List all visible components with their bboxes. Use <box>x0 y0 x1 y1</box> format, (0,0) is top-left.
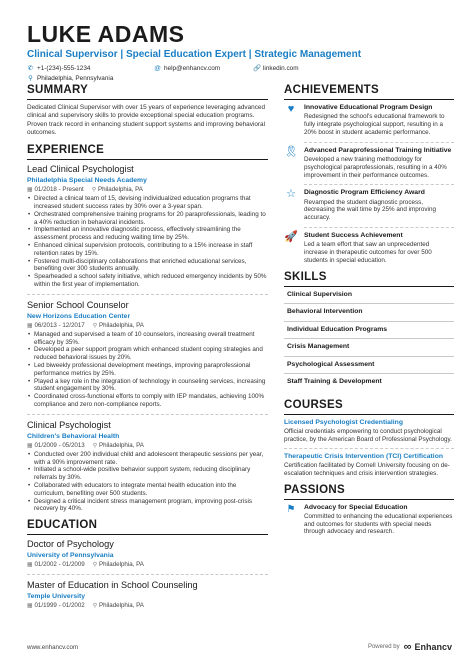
location-pin-icon: ⚲ <box>91 187 96 194</box>
achievement-title: Innovative Educational Program Design <box>304 104 433 111</box>
divider <box>27 294 268 295</box>
education-dates-text: 01/1999 - 01/2002 <box>34 602 85 610</box>
job-bullet: • Designed a critical incident stress management program, improving post-crisis recovery by 40%. <box>27 498 268 514</box>
link-icon: 🔗 <box>253 65 262 72</box>
education-entry <box>27 580 268 610</box>
job-bullet: • Played a key role in the integration of technology in counseling services, increasing student engagement by 30%. <box>27 378 268 394</box>
job-meta <box>27 322 268 330</box>
achievement-item <box>284 232 454 265</box>
email-text[interactable]: help@enhancv.com <box>164 65 221 72</box>
footer-branding <box>368 641 452 653</box>
job-location-text: Philadelphia, PA <box>97 186 143 194</box>
location-text: Philadelphia, Pennsylvania <box>37 75 114 82</box>
left-column <box>27 84 268 615</box>
achievement-title: Student Success Achievement <box>304 232 403 240</box>
job-entry <box>27 164 268 289</box>
achievement-title: Advanced Paraprofessional Training Initiative <box>304 146 452 154</box>
school-name: Temple University <box>27 593 86 601</box>
job-bullets <box>27 451 268 513</box>
divider <box>284 448 454 449</box>
location-pin-icon: ⚲ <box>92 442 97 449</box>
skill-item: Individual Education Programs <box>284 322 454 340</box>
education-dates-text: 01/2002 - 01/2009 <box>34 561 85 569</box>
brand-logo[interactable] <box>404 641 452 653</box>
footer <box>27 641 452 653</box>
skill-item: Crisis Management <box>284 339 454 357</box>
passion-desc: Committed to enhancing the educational experiences and outcomes for students with special needs through advocacy and research. <box>304 512 453 536</box>
job-title: Clinical Psychologist <box>27 419 111 430</box>
job-bullet: • Fostered multi-disciplinary collaborations that enriched educational services, benefiting over 300 students annually. <box>27 258 268 274</box>
skills-heading: SKILLS <box>284 271 454 287</box>
calendar-icon: ▦ <box>27 603 33 610</box>
achievement-item <box>284 147 454 180</box>
achievement-item <box>284 189 454 222</box>
passions-heading: PASSIONS <box>284 484 454 500</box>
skill-item: Clinical Supervision <box>284 287 454 305</box>
job-meta <box>27 186 268 194</box>
job-bullet: • Managed and supervised a team of 10 counselors, increasing overall treatment efficacy by 35%. <box>27 331 268 347</box>
location-pin-icon: ⚲ <box>28 75 33 82</box>
passion-title: Advocacy for Special Education <box>304 503 408 511</box>
linkedin-text[interactable]: linkedin.com <box>263 65 299 72</box>
divider <box>304 184 454 185</box>
job-location <box>93 322 144 330</box>
phone-icon: ✆ <box>27 65 34 72</box>
course-item <box>284 453 454 478</box>
contact-row <box>27 64 452 73</box>
right-column <box>284 84 454 541</box>
contact-email[interactable] <box>154 64 253 73</box>
calendar-icon: ▦ <box>27 442 33 449</box>
course-item <box>284 419 454 444</box>
divider <box>27 414 268 415</box>
job-bullet: • Collaborated with educators to integrate mental health education into the curriculum, benefiting over 500 students. <box>27 482 268 498</box>
summary-heading: SUMMARY <box>27 84 268 100</box>
job-entry <box>27 420 268 513</box>
courses-heading: COURSES <box>284 399 454 415</box>
education-dates <box>27 561 85 569</box>
job-bullet: • Implemented an innovative diagnostic process, effectively streamlining the assessment process and reducing waiting time by 25%. <box>27 226 268 242</box>
rocket-icon: 🚀 <box>284 231 298 244</box>
job-bullet: • Enhanced clinical supervision protocols, contributing to a 15% increase in staff retention rates by 15%. <box>27 242 268 258</box>
degree-title: Doctor of Psychology <box>27 539 114 550</box>
education-dates <box>27 602 85 610</box>
job-dates-text: 01/2009 - 05/2013 <box>34 441 85 449</box>
divider <box>304 142 454 143</box>
calendar-icon: ▦ <box>27 187 33 194</box>
achievement-desc: Redesigned the school's educational framework to fully integrate psychological support, resulting in a 20% boost in student academic performance. <box>304 113 445 136</box>
job-location <box>93 442 144 450</box>
education-location <box>93 602 144 610</box>
skill-item: Staff Training & Development <box>287 378 382 386</box>
heart-icon: ♥ <box>287 103 295 115</box>
company-name: Children's Behavioral Health <box>27 432 120 440</box>
phone-text: +1-(234)-555-1234 <box>37 65 91 72</box>
job-meta <box>27 442 268 450</box>
flag-icon: ⚑ <box>286 503 296 515</box>
job-dates <box>27 322 85 330</box>
course-title: Licensed Psychologist Credentialing <box>284 418 403 426</box>
education-heading: EDUCATION <box>27 519 268 535</box>
education-location <box>93 561 144 569</box>
achievement-desc: Led a team effort that saw an unprecedented increase in therapeutic outcomes for over 500 students in special education. <box>304 241 432 264</box>
email-icon: @ <box>154 65 161 72</box>
location-pin-icon: ⚲ <box>92 322 97 329</box>
course-desc: Official credentials empowering to conduct psychological practice, by the American Board of Professional Psychology. <box>284 428 452 443</box>
skill-item: Behavioral Intervention <box>284 304 454 322</box>
achievement-desc: Developed a new training methodology for psychological paraprofessionals, resulting in a 40% improvement in their performance outcomes. <box>304 155 447 179</box>
star-icon: ☆ <box>286 188 296 201</box>
footer-url[interactable]: www.enhancv.com <box>27 643 79 651</box>
skill-item: Psychological Assessment <box>284 357 454 375</box>
education-meta <box>27 602 268 610</box>
job-bullet: • Conducted over 200 individual child and adolescent therapeutic sessions per year, with a 90% improvement rate. <box>27 451 268 467</box>
education-location-text: Philadelphia, PA <box>98 602 144 610</box>
location-pin-icon: ⚲ <box>92 562 97 569</box>
job-bullet: • Directed a clinical team of 15, devising individualized education programs that increased student success rates by 30% over a 3-year span. <box>27 195 268 211</box>
achievement-desc: Revamped the student diagnostic process, decreasing the wait time by 25% and improving accuracy. <box>304 198 436 222</box>
passion-item <box>284 504 454 537</box>
candidate-name: LUKE ADAMS <box>27 21 185 47</box>
job-bullet: • Spearheaded a school safety initiative, which reduced emergency incidents by 50% within the first year of implementation. <box>27 273 268 289</box>
job-bullet: • Orchestrated comprehensive training programs for 20 paraprofessionals, leading to a 40% reduction in behavioral incidents. <box>27 211 268 227</box>
divider <box>27 574 268 575</box>
course-title: Therapeutic Crisis Intervention (TCI) Certification <box>284 452 443 460</box>
summary-text: Dedicated Clinical Supervisor with over 15 years of experience leveraging advanced clinical and supervisory skills to provide exceptional special education programs. Proven track record in enhancing student support systems and improving behavioral outcomes. <box>27 104 266 136</box>
contact-linkedin[interactable] <box>253 64 299 73</box>
resume-header <box>27 22 452 83</box>
contact-location <box>27 74 452 83</box>
calendar-icon: ▦ <box>27 322 33 329</box>
job-entry <box>27 300 268 409</box>
education-entry <box>27 539 268 569</box>
job-dates-text: 01/2018 - Present <box>34 186 84 194</box>
company-name: New Horizons Education Center <box>27 312 131 320</box>
achievements-heading: ACHIEVEMENTS <box>284 84 454 100</box>
ribbon-icon: 🎗 <box>284 145 298 158</box>
job-bullets <box>27 195 268 289</box>
contact-phone <box>27 64 154 73</box>
experience-heading: EXPERIENCE <box>27 144 268 160</box>
degree-title: Master of Education in School Counseling <box>27 580 198 591</box>
job-dates <box>27 442 85 450</box>
education-meta <box>27 561 268 569</box>
job-title: Lead Clinical Psychologist <box>27 164 134 175</box>
education-location-text: Philadelphia, PA <box>98 561 144 569</box>
job-bullet: • Developed a peer support program which enhanced student coping strategies and reduced behavioral issues by 20%. <box>27 346 268 362</box>
job-bullet: • Coordinated cross-functional efforts to comply with IEP mandates, achieving 100% compliance and zero non-compliance reports. <box>27 393 268 409</box>
job-location <box>92 186 143 194</box>
location-pin-icon: ⚲ <box>92 603 97 610</box>
school-name: University of Pennsylvania <box>27 552 114 560</box>
job-title: Senior School Counselor <box>27 299 129 310</box>
achievement-title: Diagnostic Program Efficiency Award <box>304 189 425 197</box>
job-dates <box>27 186 84 194</box>
achievement-item <box>284 104 454 137</box>
calendar-icon: ▦ <box>27 562 33 569</box>
job-bullets <box>27 331 268 409</box>
job-dates-text: 06/2013 - 12/2017 <box>34 321 85 329</box>
enhancv-logo-icon: ∞ <box>403 641 412 653</box>
company-name: Philadelphia Special Needs Academy <box>27 177 147 185</box>
course-desc: Certification facilitated by Cornell University focusing on de-escalation techniques and crisis intervention strategies. <box>284 461 450 477</box>
candidate-headline: Clinical Supervisor | Special Education Expert | Strategic Management <box>27 49 362 60</box>
location-item <box>27 74 113 83</box>
brand-name: Enhancv <box>414 642 452 652</box>
divider <box>304 227 454 228</box>
job-location-text: Philadelphia, PA <box>98 441 144 449</box>
job-bullet: • Led biweekly professional development meetings, improving paraprofessional performance metrics by 25%. <box>27 362 268 378</box>
job-location-text: Philadelphia, PA <box>98 321 144 329</box>
powered-by-text: Powered by <box>367 644 400 650</box>
job-bullet: • Initiated a school-wide positive behavior support system, reducing disciplinary referrals by 30%. <box>27 466 268 482</box>
